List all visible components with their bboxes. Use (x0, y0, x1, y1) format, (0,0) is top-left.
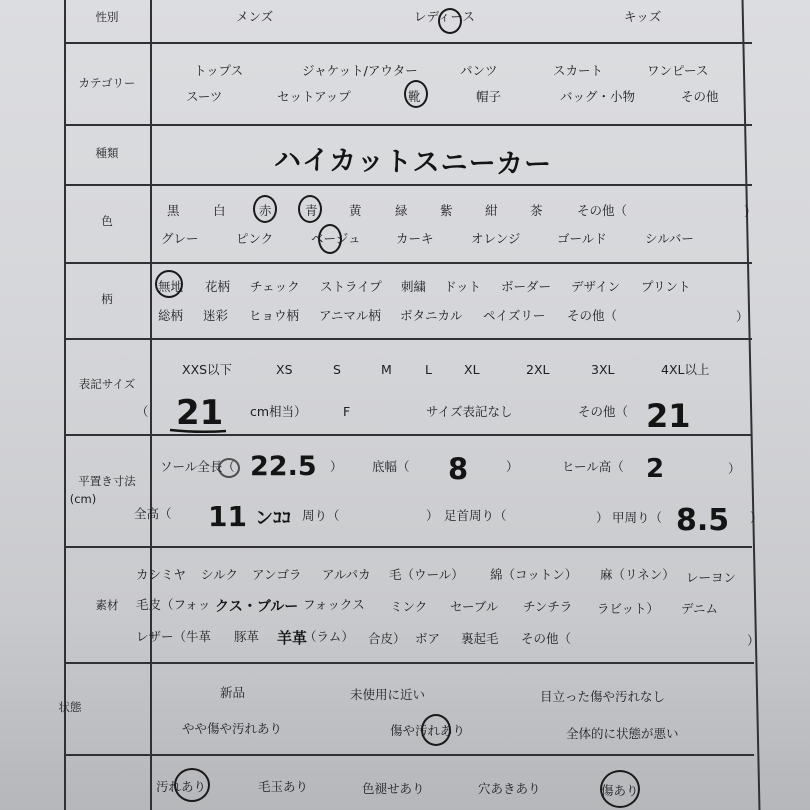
size-option: 2XL (526, 362, 550, 377)
material-option: アルパカ (322, 567, 371, 582)
material-option: ミンク (390, 599, 428, 614)
pattern-option: 刺繍 (401, 279, 427, 294)
measure-label: 平置き寸法 (78, 474, 136, 488)
category-option: ワンピース (647, 63, 709, 78)
material-option: 毛（ウール） (389, 567, 464, 582)
material-option: レザー（牛革 (136, 629, 212, 644)
gender-label: 性別 (95, 10, 119, 24)
size-other: その他（ (578, 404, 629, 419)
measure-ankle: 足首周り（ (444, 508, 507, 523)
pattern-option: ） (736, 309, 749, 324)
kind-label: 種類 (95, 146, 119, 160)
condition-option: 新品 (220, 685, 246, 700)
condition-option: 未使用に近い (350, 687, 426, 702)
material-option: （ラム） (304, 629, 354, 644)
material-option: デニム (681, 601, 719, 616)
color-option: 緑 (395, 203, 408, 218)
measure-heel: ヒール高（ (562, 459, 624, 474)
measure-sole: ソール全長（ (160, 459, 235, 474)
gender-option: レディース (414, 9, 475, 24)
material-option: 毛皮（フォッ (136, 597, 211, 612)
pattern-option: その他（ (567, 308, 618, 323)
selection-circle (174, 768, 210, 802)
flaw-option: 穴あきあり (478, 781, 541, 796)
category-label: カテゴリー (78, 76, 136, 90)
color-option: ベージュ (311, 231, 361, 246)
color-option: 黒 (167, 203, 180, 218)
category-option: バッグ・小物 (560, 89, 636, 104)
category-option: ジャケット/アウター (302, 63, 418, 78)
pattern-option: プリント (641, 279, 691, 294)
color-option: 茶 (530, 203, 543, 218)
size-cm-suffix: cm相当） (250, 404, 307, 419)
category-option: セットアップ (277, 89, 351, 104)
size-option: L (425, 362, 432, 377)
size-option: S (333, 362, 341, 377)
pattern-option: アニマル柄 (319, 308, 381, 323)
material-option: アンゴラ (252, 567, 302, 582)
material-option: カシミヤ (136, 567, 187, 582)
material-label: 素材 (95, 598, 119, 612)
material-option: シルク (201, 567, 238, 582)
category-option: その他 (681, 89, 719, 104)
size-paren: （ (136, 404, 149, 419)
pattern-option: チェック (250, 279, 300, 294)
condition-option: 目立った傷や汚れなし (540, 689, 666, 704)
measure-width: 底幅（ (372, 459, 410, 474)
color-option: 赤 (259, 203, 272, 218)
flaw-option: 傷あり (601, 783, 639, 798)
material-handwritten: 羊革 (277, 629, 308, 647)
color-option: オレンジ (471, 231, 521, 246)
pattern-option: 迷彩 (203, 308, 229, 323)
size-option: 4XL以上 (661, 362, 710, 377)
category-option: スーツ (186, 89, 223, 104)
measure-instep-handwritten: 8.5 (676, 503, 730, 538)
size-option: 3XL (591, 362, 615, 377)
material-option: 裏起毛 (461, 631, 499, 646)
pattern-option: 無地 (158, 279, 184, 294)
size-label: 表記サイズ (78, 377, 136, 391)
material-option: ボア (415, 631, 441, 646)
condition-label: 状態 (58, 700, 82, 714)
category-option: パンツ (460, 63, 498, 78)
measure-width-handwritten: 8 (448, 452, 469, 486)
category-option: トップス (194, 63, 244, 78)
color-option: 黄 (349, 203, 362, 218)
measure-ankle-close: ） (596, 510, 609, 525)
measure-heel-handwritten: 2 (646, 454, 665, 484)
material-option: 麻（リネン） (600, 567, 675, 582)
material-option: 豚革 (234, 629, 260, 644)
material-option: その他（ (521, 631, 572, 646)
selection-circle (600, 770, 640, 808)
measure-sole-handwritten: 22.5 (250, 451, 317, 482)
measure-unit: (cm) (69, 492, 97, 506)
pattern-option: 花柄 (205, 279, 231, 294)
measure-scribble: ンｺｺ (255, 508, 291, 529)
measure-sole-close: ） (330, 459, 343, 474)
condition-option: 全体的に状態が悪い (566, 726, 679, 741)
pattern-label: 柄 (101, 292, 113, 306)
size-option: XS (276, 362, 293, 377)
kind-handwritten-value: ハイカットスニーカー (273, 144, 553, 181)
pattern-option: ボタニカル (400, 308, 463, 323)
color-option: 青 (305, 203, 318, 218)
measure-width-close: ） (506, 459, 519, 474)
pattern-option: ペイズリー (483, 308, 546, 323)
material-option: セーブル (450, 599, 499, 614)
size-option: XL (464, 362, 480, 377)
color-option: グレー (161, 231, 199, 246)
pattern-option: ストライプ (320, 279, 382, 294)
size-other-handwritten: 21 (646, 397, 691, 435)
flaw-option: 毛玉あり (258, 779, 309, 794)
size-cm-handwritten: 21 (176, 393, 224, 433)
material-option: フォックス (303, 597, 365, 612)
measure-instep-close: ） (750, 510, 763, 525)
size-nosize: サイズ表記なし (426, 404, 513, 419)
color-option: 紺 (485, 203, 498, 218)
measure-instep: 甲周り（ (612, 510, 663, 525)
category-option: 帽子 (476, 89, 502, 104)
selection-circle (421, 714, 451, 746)
color-label: 色 (101, 214, 113, 228)
measure-total: 全高（ (134, 506, 172, 521)
gender-option: メンズ (236, 9, 274, 24)
material-handwritten: クス・ブルー (215, 599, 299, 615)
condition-option: やや傷や汚れあり (182, 721, 283, 736)
material-option: ラビット） (597, 601, 660, 616)
pattern-option: デザイン (571, 279, 621, 294)
measure-around-close: ） (426, 508, 439, 523)
measure-heel-close: ） (728, 461, 741, 476)
pattern-option: ドット (444, 279, 482, 294)
pattern-option: ヒョウ柄 (249, 308, 300, 323)
material-option: チンチラ (523, 599, 573, 614)
color-option: ゴールド (557, 231, 607, 246)
color-option: ピンク (236, 231, 274, 246)
color-option: 紫 (440, 203, 453, 218)
measure-total-handwritten: 11 (208, 500, 247, 533)
color-option: シルバー (645, 231, 694, 246)
category-option: スカート (553, 63, 604, 78)
category-option: 靴 (408, 89, 421, 104)
material-option: ） (747, 633, 760, 648)
condition-option: 傷や汚れあり (390, 723, 466, 738)
size-option: M (381, 362, 392, 377)
material-option: レーヨン (686, 570, 737, 585)
color-option: 白 (213, 203, 226, 218)
material-option: 合皮） (368, 631, 406, 646)
gender-option: キッズ (624, 9, 662, 24)
color-option: カーキ (396, 231, 434, 246)
flaw-option: 汚れあり (156, 779, 207, 794)
pattern-option: ボーダー (501, 279, 552, 294)
material-option: 綿（コットン） (490, 567, 578, 582)
measure-around: 周り（ (302, 508, 340, 523)
selection-circle (218, 458, 240, 478)
size-f: F (343, 404, 351, 419)
color-option: その他（ (577, 203, 628, 218)
pattern-option: 総柄 (158, 308, 184, 323)
flaw-option: 色褪せあり (362, 781, 425, 796)
size-option: XXS以下 (182, 362, 233, 377)
color-option: ） (744, 204, 757, 219)
